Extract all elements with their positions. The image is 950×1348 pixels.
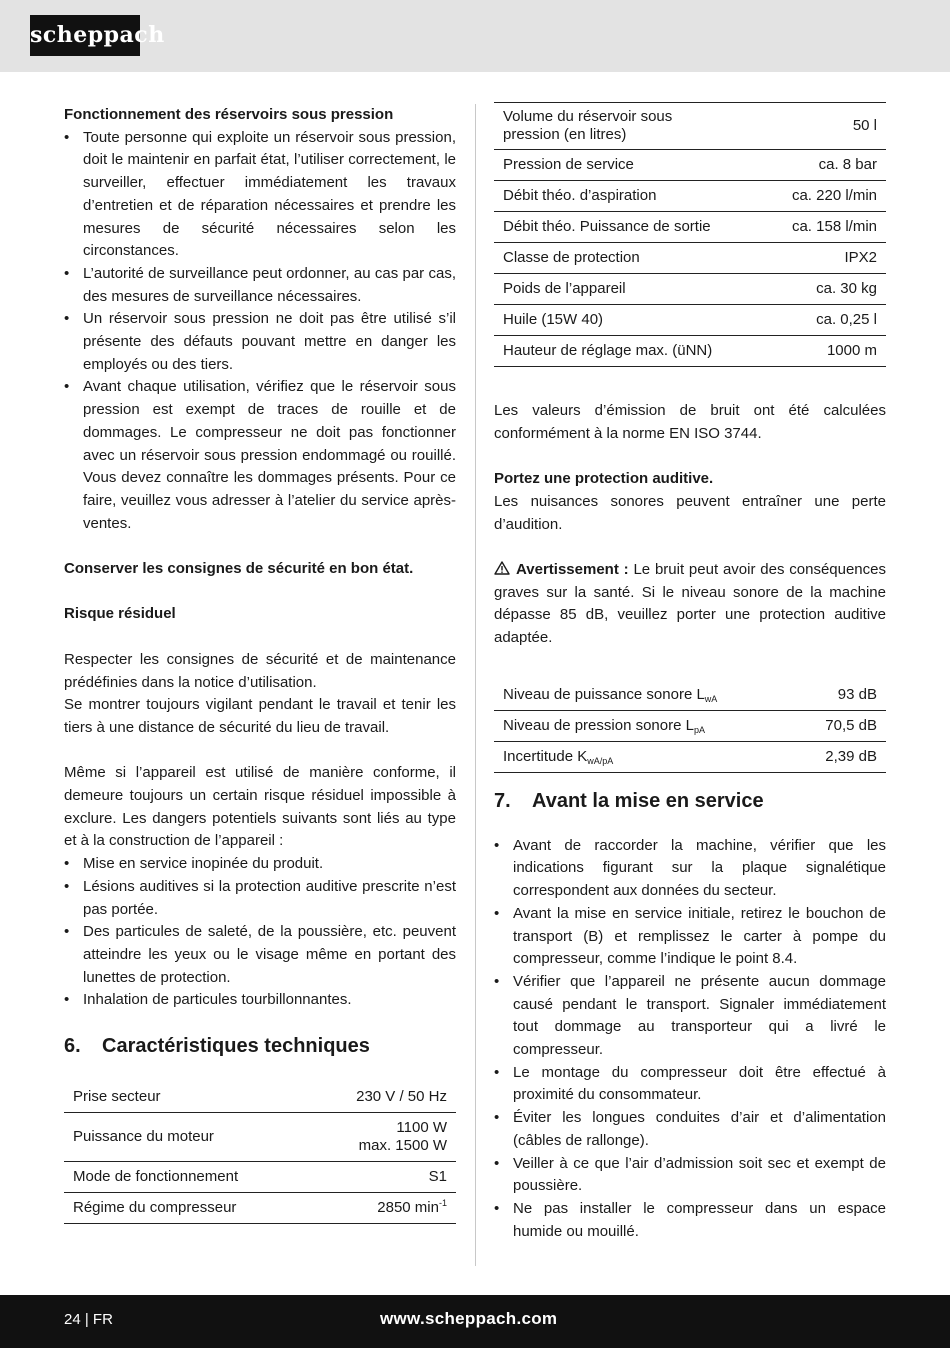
spec-label: Mode de fonctionnement [64,1162,310,1193]
spec-label: Poids de l’appareil [494,274,737,305]
section-7-heading: 7. Avant la mise en service [494,789,764,812]
tech-specs-table-right [494,102,886,367]
table-row [494,274,886,305]
paragraph: Les nuisances sonores peuvent entraîner une perte d’audition. [494,492,886,533]
left-column [64,104,456,1224]
list-item: • Ne pas installer le compresseur dans un espace humide ou mouillé. [494,1198,886,1243]
table-row [494,243,886,274]
list-item: • L’autorité de surveillance peut ordonner, au cas par cas, des mesures de surveillance nécessaires. [64,263,456,308]
list-item: • Avant chaque utilisation, vérifiez que le réservoir sous pression est exempt de traces de rouille et de dommages. Le compresseur ne doit pas fonctionner avec un réservoir sous pression endommagé ou rouillé. Vous devez connaître les dommages présents. Pour ce faire, veuillez vous adresser à l’atelier du service après-ventes. [64,376,456,535]
spec-value: S1 [310,1162,456,1193]
spec-label: Hauteur de réglage max. (üNN) [494,336,737,367]
residual-risk-bullets [64,853,456,1012]
column-divider [475,104,476,1266]
spec-label: Incertitude $K_{wA/pA}$ [494,741,796,772]
spec-label: Débit théo. d’aspiration [494,181,737,212]
spec-label: Huile (15W 40) [494,305,737,336]
spec-value: 50 l [737,103,886,150]
spec-value: 93 dB [796,680,887,711]
footer-bar [0,1295,950,1348]
table-row [494,741,886,772]
spec-value: ca. 30 kg [737,274,886,305]
table-row [494,150,886,181]
brand-logo: scheppach [30,15,140,56]
right-column [494,104,886,1243]
spec-value: 1100 W max. 1500 W [310,1113,456,1162]
warning-triangle-icon [494,561,510,575]
spec-value: ca. 220 l/min [737,181,886,212]
spec-label: Volume du réservoir sous pression (en litres) [494,103,737,150]
spec-value: 70,5 dB [796,710,887,741]
spec-label: Niveau de puissance sonore $L_{wA}$ [494,680,796,711]
heading-pressure-tanks: Fonctionnement des réservoirs sous pression [64,106,394,123]
paragraph: Se montrer toujours vigilant pendant le travail et tenir les tiers à une distance de sécurité du lieu de travail. [64,696,456,736]
list-item: • Éviter les longues conduites d’air et d’alimentation (câbles de rallonge). [494,1107,886,1152]
table-row [494,336,886,367]
list-item: • Avant la mise en service initiale, retirez le bouchon de transport (B) et remplissez le carter à pompe du compresseur, comme l’indique le point 8.4. [494,903,886,971]
spec-value: ca. 0,25 l [737,305,886,336]
header-bar [0,0,950,72]
spec-label: Puissance du moteur [64,1113,310,1162]
warning-paragraph: Avertissement : Le bruit peut avoir des conséquences graves sur la santé. Si le niveau sonore de la machine dépasse 85 dB, veuillez porter une protection auditive adaptée. [494,560,886,646]
spec-label: Débit théo. Puissance de sortie [494,212,737,243]
sound-levels-table [494,680,886,773]
spec-label: Prise secteur [64,1082,310,1113]
list-item: • Le montage du compresseur doit être effectué à proximité du consommateur. [494,1062,886,1107]
spec-label: Régime du compresseur [64,1193,310,1224]
noise-emission-paragraph: Les valeurs d’émission de bruit ont été calculées conformément à la norme EN ISO 3744. [494,402,886,442]
table-row [64,1082,456,1113]
paragraph: Même si l’appareil est utilisé de manière conforme, il demeure toujours un certain risque résiduel impossible à exclure. Les dangers potentiels suivants sont liés au type et à la construction de l’appareil : [64,764,456,850]
paragraph: Respecter les consignes de sécurité et de maintenance prédéfinies dans la notice d’utilisation. [64,650,456,691]
list-item: • Des particules de saleté, de la poussière, etc. peuvent atteindre les yeux ou le visage même en portant des lunettes de protection. [64,921,456,989]
table-row [494,680,886,711]
website-link[interactable]: www.scheppach.com [380,1309,558,1328]
table-row [494,212,886,243]
table-row [494,181,886,212]
list-item: • Mise en service inopinée du produit. [64,853,456,876]
before-commissioning-bullets [494,835,886,1244]
pressure-tank-bullets [64,127,456,536]
table-row [64,1162,456,1193]
hearing-protection-heading: Portez une protection auditive. [494,470,714,488]
list-item: • Vérifier que l’appareil ne présente aucun dommage causé pendant le transport. Signaler immédiatement tout dommage au transporteur qui a livré le compresseur. [494,971,886,1062]
spec-label: Classe de protection [494,243,737,274]
spec-value: 2850 $\min^{-1}$ [310,1193,456,1224]
spec-value: 2,39 dB [796,741,887,772]
spec-value: ca. 8 bar [737,150,886,181]
table-row [494,103,886,150]
list-item: • Toute personne qui exploite un réservoir sous pression, doit le maintenir en parfait état, l’utiliser correctement, le surveiller, effectuer immédiatement les travaux d’entretien et de réparation nécessaires et prendre les mesures de sécurité nécessaires selon les circonstances. [64,127,456,263]
spec-value: 230 V / 50 Hz [310,1082,456,1113]
table-row [494,305,886,336]
residual-risk-heading: Risque résiduel [64,605,176,623]
spec-value: 1000 m [737,336,886,367]
table-row [494,710,886,741]
spec-label: Niveau de pression sonore $L_{pA}$ [494,710,796,741]
spec-label: Pression de service [494,150,737,181]
table-row [64,1193,456,1224]
list-item: • Veiller à ce que l’air d’admission soit sec et exempt de poussière. [494,1153,886,1198]
warning-label: Avertissement : [516,560,629,578]
list-item: • Avant de raccorder la machine, vérifier que les indications figurant sur la plaque signalétique correspondent aux données du secteur. [494,835,886,903]
list-item: • Inhalation de particules tourbillonnantes. [64,989,456,1012]
safety-instructions-heading: Conserver les consignes de sécurité en bon état. [64,560,414,578]
spec-value: ca. 158 l/min [737,212,886,243]
tech-specs-table-left [64,1082,456,1224]
list-item: • Un réservoir sous pression ne doit pas être utilisé s’il présente des défauts pouvant mettre en danger les employés ou des tiers. [64,308,456,376]
spec-value: IPX2 [737,243,886,274]
page-number: 24 | FR [64,1311,113,1328]
section-6-heading: 6. Caractéristiques techniques [64,1035,370,1058]
list-item: • Lésions auditives si la protection auditive prescrite n’est pas portée. [64,876,456,921]
table-row [64,1113,456,1162]
